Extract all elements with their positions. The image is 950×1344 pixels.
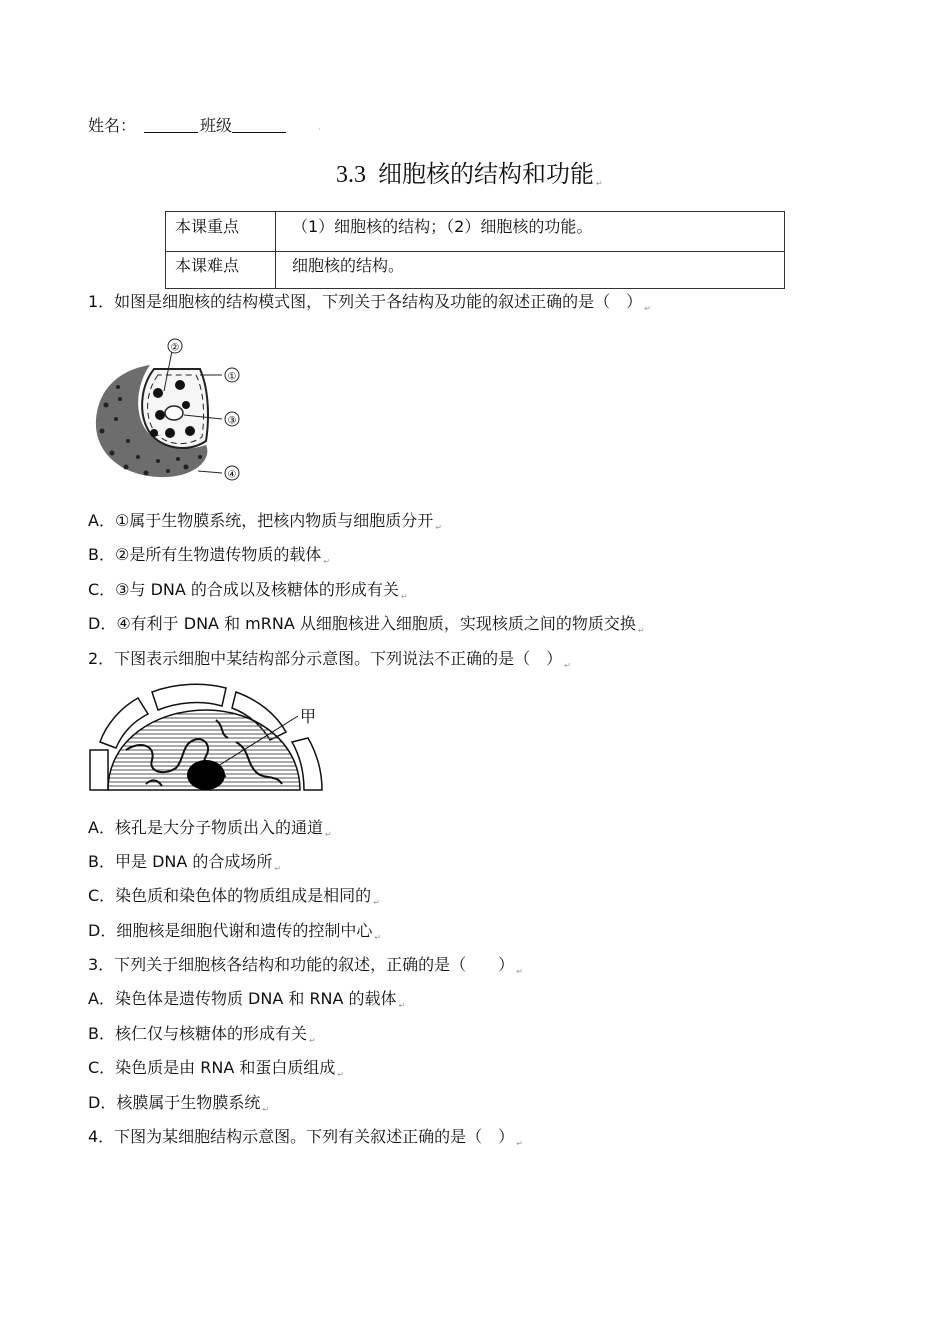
nucleolus-jia	[187, 760, 225, 790]
question-2-stem: 2．下图表示细胞中某结构部分示意图。下列说法不正确的是（ ） $_↵$	[88, 649, 571, 670]
q1-option-b[interactable]: B．②是所有生物遗传物质的载体 $_↵$	[88, 545, 331, 566]
q3-option-c[interactable]: C．染色质是由 RNA 和蛋白质组成 $_↵$	[88, 1058, 345, 1079]
question-3-stem: 3．下列关于细胞核各结构和功能的叙述，正确的是（ ） $_↵$	[88, 955, 523, 976]
paragraph-mark: ·	[318, 125, 321, 134]
name-blank[interactable]	[144, 116, 198, 133]
q3-option-b[interactable]: B．核仁仅与核糖体的形成有关 $_↵$	[88, 1024, 316, 1045]
focus-label: 本课重点	[166, 212, 276, 252]
focus-value: （1）细胞核的结构；（2）细胞核的功能。	[276, 212, 785, 252]
title-text: 细胞核的结构和功能	[378, 160, 594, 188]
question-1-stem: 1．如图是细胞核的结构模式图，下列关于各结构及功能的叙述正确的是（ ） $_↵$	[88, 292, 651, 313]
label-2: ②	[170, 342, 180, 354]
key-points-table	[165, 211, 785, 289]
q2-option-d[interactable]: D．细胞核是细胞代谢和遗传的控制中心 $_↵$	[88, 921, 382, 942]
table-row	[166, 252, 785, 289]
q1-option-c[interactable]: C．③与 DNA 的合成以及核糖体的形成有关 $_↵$	[88, 580, 408, 601]
nucleolus	[165, 406, 183, 420]
label-4: ④	[227, 469, 237, 481]
difficulty-label: 本课难点	[166, 252, 276, 289]
q1-option-a[interactable]: A．①属于生物膜系统，把核内物质与细胞质分开 $_↵$	[88, 511, 442, 532]
page-title: 3.3 细胞核的结构和功能 ↵	[336, 160, 603, 188]
q3-option-a[interactable]: A．染色体是遗传物质 DNA 和 RNA 的载体 $_↵$	[88, 989, 406, 1010]
class-blank[interactable]	[232, 116, 286, 133]
q3-option-d[interactable]: D．核膜属于生物膜系统 $_↵$	[88, 1093, 270, 1114]
q2-option-b[interactable]: B．甲是 DNA 的合成场所 $_↵$	[88, 852, 282, 873]
nuclear-section-figure	[86, 680, 331, 795]
name-class-line	[88, 116, 286, 136]
name-label: 姓名：	[88, 116, 137, 135]
table-row	[166, 212, 785, 252]
title-number: 3.3	[336, 162, 366, 188]
q2-option-a[interactable]: A．核孔是大分子物质出入的通道 $_↵$	[88, 818, 332, 839]
label-3: ③	[227, 415, 237, 427]
class-label: 班级	[200, 116, 233, 135]
nucleus-structure-figure	[88, 335, 273, 485]
question-4-stem: 4．下图为某细胞结构示意图。下列有关叙述正确的是（ ） $_↵$	[88, 1127, 523, 1148]
label-jia: 甲	[300, 707, 317, 726]
difficulty-value: 细胞核的结构。	[276, 252, 785, 289]
q2-option-c[interactable]: C．染色质和染色体的物质组成是相同的 $_↵$	[88, 886, 380, 907]
q1-option-d[interactable]: D．④有利于 DNA 和 mRNA 从细胞核进入细胞质，实现核质之间的物质交换 $_↵$	[88, 614, 645, 635]
label-1: ①	[227, 371, 237, 383]
